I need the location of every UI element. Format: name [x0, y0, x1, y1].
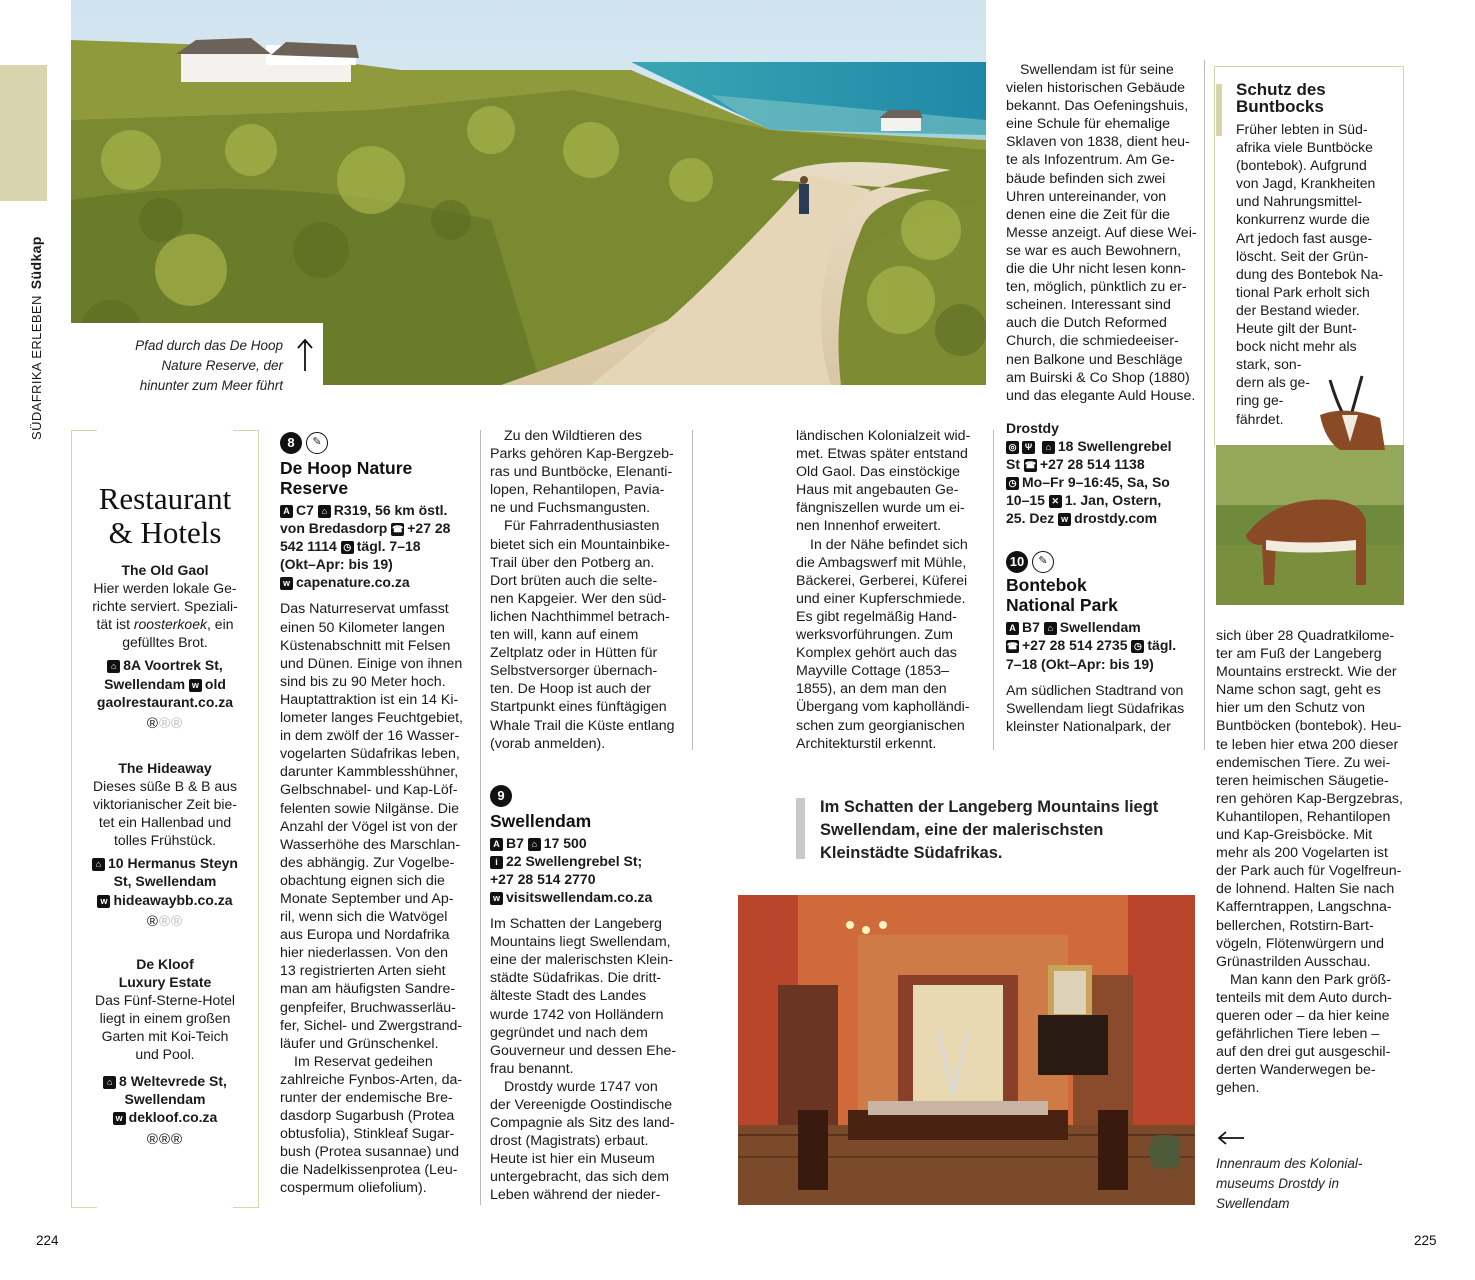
text-line: Zu den Wildtieren des [504, 428, 643, 444]
text-line: Heute ist hier ein Museum [490, 1151, 655, 1168]
text-line: (vorab anmelden). [490, 735, 606, 752]
text-line: man am häufigsten Sandre- [280, 981, 456, 998]
text-line: auf den drei gut ausgeschil- [1216, 1044, 1391, 1061]
title-line: Restaurant [98, 481, 232, 516]
dehoop-info: A C7 ⌂ R319, 56 km östl. von Bredasdorp ☎ +27 28 542 1114 ◷ tägl. 7–18 (Okt–Apr: bis 19) w capenature.co.za [280, 501, 470, 591]
text-line: Leben während der nieder- [490, 1187, 661, 1204]
entry-em: roosterkoek [133, 616, 208, 633]
text-line: zahlreiche Fynbos-Arten, da- [280, 1071, 463, 1088]
text-line: sich über 28 Quadratkilome- [1216, 628, 1395, 644]
text-line: ril, wenn sich die Watvögel [280, 909, 448, 926]
text-line: Parks gehören Kap-Bergzeb- [490, 446, 674, 463]
arrow-left-icon [1216, 1130, 1246, 1146]
restaurant-entry [82, 759, 248, 931]
text-line: und Kap-Greisböcke. Mit [1216, 827, 1373, 844]
clock-icon: ◷ [1131, 640, 1144, 653]
text-line: Übergang vom kapholländi- [796, 699, 970, 716]
home-icon: ⌂ [1044, 622, 1057, 635]
text-line: Startpunkt eines fünftägigen [490, 699, 667, 716]
text-line: wurde 1742 von Holländern [490, 1006, 664, 1023]
column-two [490, 427, 680, 1205]
home-icon: ⌂ [107, 660, 120, 673]
text-line: Architekturstil erkennt. [796, 735, 937, 752]
info-line: 7–18 (Okt–Apr: bis 19) [1006, 655, 1154, 672]
info-icon: i [490, 856, 503, 869]
dehoop-web[interactable]: capenature.co.za [296, 574, 410, 591]
text-line: und Nahrungsmittel- [1236, 193, 1363, 210]
text-line: ring ge- [1236, 392, 1284, 409]
title-line: Schutz des [1236, 80, 1326, 99]
entry-name: The Old Gaol [121, 562, 209, 578]
text-line: ter am Fuß der Langeberg [1216, 646, 1382, 663]
text-line: werksvorführungen. Zum [796, 627, 953, 644]
bontebok-cont [1216, 627, 1408, 971]
text-line: Man kann den Park größ- [1230, 971, 1391, 988]
text-line: stark, son- [1236, 356, 1302, 373]
text-line: (bontebok). Aufgrund [1236, 157, 1367, 174]
interior-caption [1216, 1154, 1386, 1214]
text-line: Hauptattraktion ist ein 14 Ki- [280, 691, 459, 708]
population-icon: ⌂ [528, 838, 541, 851]
entry-address: ⌂ 10 Hermanus Steyn St, Swellendam w hideawaybb.co.za [82, 854, 248, 908]
arrow-up-icon [295, 337, 315, 373]
text-line: am Buirski & Co Shop (1880) [1006, 369, 1190, 386]
swellendam-right [1006, 61, 1198, 405]
text-line: Sklaven von 1838, dient heu- [1006, 134, 1190, 151]
text-line: Wasserhöhe des Marschlan- [280, 836, 461, 853]
text-line: lometer langes Feuchtgebiet, [280, 710, 463, 727]
text-line: dung des Bontebok Na- [1236, 265, 1384, 282]
text-line: schen zum georgianischen [796, 717, 965, 734]
restaurants-title [82, 482, 248, 550]
swellendam-web[interactable]: visitswellendam.co.za [506, 888, 653, 905]
section-label [28, 210, 48, 440]
text-line: ten will, kann auf einem [490, 627, 639, 644]
text-line: ten. De Hoop ist auch der [490, 681, 651, 698]
entry-desc: Das Fünf-Sterne-Hotel liegt in einem großen Garten mit Koi-Teich und Pool. [94, 991, 236, 1063]
text-line: nen Kapgeier. Wer den süd- [490, 590, 667, 607]
text-line: de lohnend. Halten Sie nach [1216, 881, 1395, 898]
text-line: cospermum oliefolium). [280, 1180, 427, 1197]
text-line: des abhängig. Zur Vogelbe- [280, 854, 455, 871]
home-icon: ⌂ [1042, 441, 1055, 454]
text-line: und einer Kupferschmiede. [796, 590, 966, 607]
text-line: löscht. Seit der Grün- [1236, 247, 1369, 264]
sidebar-title [1236, 81, 1386, 115]
text-line: bellerchen, Rotstirn-Bart- [1216, 917, 1374, 934]
phone-icon: ☎ [1006, 641, 1019, 652]
column-dehoop [280, 432, 470, 1198]
text-line: Das Naturreservat umfasst [280, 601, 449, 618]
text-line: Church, die schmiedeeiser- [1006, 333, 1179, 350]
text-line: gehen. [1216, 1080, 1260, 1097]
info-line: (Okt–Apr: bis 19) [280, 556, 393, 573]
text-line: vögeln, Flötenwürgern und [1216, 935, 1384, 952]
text-line: sind bis zu 90 Meter hoch. [280, 673, 446, 690]
text-line: städte Südafrikas. Die dritt- [490, 970, 662, 987]
text-line: aus Europa und Nordafrika [280, 927, 450, 944]
text-line: obtusfolia), Stinkleaf Sugar- [280, 1126, 455, 1143]
text-line: der Vereenigde Oostindische [490, 1097, 673, 1113]
text-line: Buntböcken (bontebok). Heu- [1216, 718, 1402, 735]
text-line: fängniszellen wurde um ei- [796, 500, 965, 517]
bontebok-cont2 [1216, 971, 1408, 1098]
bontebok-info: A B7 ⌂ Swellendam ☎ +27 28 514 2735 ◷ tägl. 7–18 (Okt–Apr: bis 19) [1006, 618, 1198, 672]
text-line: genpfeifer, Bruchwasserläu- [280, 999, 456, 1016]
phone-icon: ☎ [1024, 459, 1036, 470]
text-line: se war es auch Bewohnern, [1006, 242, 1182, 259]
text-line: der Park auch für Vogelfreun- [1216, 863, 1402, 880]
column-rule [692, 430, 693, 750]
swellendam-body4 [796, 536, 986, 753]
text-line: untergebracht, das sich dem [490, 1169, 670, 1186]
ticket-icon: ✎ [306, 432, 328, 454]
text-line: von Jagd, Krankheiten [1236, 175, 1376, 192]
text-line: bekannt. Das Oefeningshuis, [1006, 98, 1189, 115]
section-name: SÜDAFRIKA ERLEBEN [29, 295, 44, 440]
map-icon: A [1006, 622, 1019, 635]
bontebok-badges [1006, 551, 1198, 573]
page-number-left: 224 [36, 1233, 59, 1248]
text-line: hier niederlassen. Von den [280, 945, 449, 962]
food-icon: Ψ [1022, 441, 1035, 454]
home-icon: ⌂ [103, 1076, 116, 1089]
text-line: afrika viele Buntböcke [1236, 139, 1373, 156]
home-icon: ⌂ [318, 505, 331, 518]
text-line: Kafferntrappen, Langschna- [1216, 899, 1392, 916]
text-line: Art jedoch fast ausge- [1236, 229, 1373, 246]
swellendam-title: Swellendam [490, 810, 592, 831]
title-line: Buntbocks [1236, 97, 1324, 116]
restaurants-box [82, 482, 248, 1149]
entry-desc: Dieses süße B & B aus viktorianischer Zeit bie- tet ein Hallenbad und tolles Frühstück. [93, 777, 237, 849]
text-line: auch die Dutch Reformed [1006, 315, 1167, 332]
dehoop-badges [280, 432, 470, 454]
text-line: ras und Buntböcke, Elenanti- [490, 464, 673, 481]
swellendam-body [490, 915, 680, 1078]
entry-address: ⌂ 8A Voortrek St, Swellendam w old gaolrestaurant.co.za [96, 657, 234, 710]
text-line: nen Balkone und Beschläge [1006, 351, 1183, 368]
text-line: Swellendam ist für seine [1020, 62, 1174, 78]
number-badge: 8 [280, 432, 302, 454]
text-line: ländischen Kolonialzeit wid- [796, 428, 971, 444]
text-line: ren gehören Kap-Bergzebras, [1216, 790, 1403, 807]
text-line: Whale Trail die Küste entlang [490, 717, 675, 734]
map-icon: A [490, 838, 503, 851]
text-line: Es gibt regelmäßig Hand- [796, 608, 957, 625]
caption-line: Nature Reserve, der [161, 358, 283, 373]
text-line: Mountains erstreckt. Wie der [1216, 664, 1397, 681]
home-icon: ⌂ [92, 858, 105, 871]
text-line: obachtung eignen sich die [280, 872, 445, 889]
column-far-right [1216, 627, 1408, 1097]
text-line: fährdet. [1236, 410, 1284, 427]
map-icon: A [280, 505, 293, 518]
bontebok-photo [1216, 445, 1404, 605]
web-icon: w [189, 679, 202, 692]
page-number-right: 225 [1414, 1233, 1437, 1248]
dehoop-body2b [490, 517, 680, 752]
text-line: Bäckerei, Gerberei, Küferei [796, 572, 968, 589]
museum-icon: ◎ [1006, 441, 1019, 454]
restaurant-entry [82, 955, 248, 1149]
text-line: drost (Magistrats) erbaut. [490, 1133, 649, 1150]
swellendam-body3 [796, 427, 986, 536]
text-line: Uhren untereinander, von [1006, 188, 1167, 205]
info-line: +27 28 514 2770 [490, 870, 596, 887]
caption-line: Swellendam [1216, 1196, 1290, 1211]
info-line: 22 Swellengrebel St; [506, 852, 643, 869]
hero-caption [71, 323, 323, 393]
bontebok-title [1006, 575, 1198, 615]
caption-line: museums Drostdy in [1216, 1176, 1340, 1191]
text-line: 1855), an dem man den [796, 681, 947, 698]
text-line: bock nicht mehr als [1236, 338, 1357, 355]
entry-address: ⌂ 8 Weltevrede St, Swellendam w dekloof.co.za [82, 1072, 248, 1126]
text-line: queren oder – da hier keine [1216, 1007, 1390, 1024]
text-line: Grünastrilden Ausschau. [1216, 953, 1371, 970]
title-line: Bontebok [1006, 575, 1087, 596]
entry-web[interactable]: dekloof.co.za [128, 1109, 218, 1126]
web-icon: w [280, 577, 293, 590]
text-line: läufer und Grünschenkel. [280, 1035, 439, 1052]
entry-desc: Hier werden lokale Ge- richte serviert. Speziali- tät ist roosterkoek, ein gefülltes Brot. [92, 580, 238, 651]
closed-icon: ✕ [1049, 495, 1062, 508]
clock-icon: ◷ [341, 541, 354, 554]
text-line: gegründet und nach dem [490, 1024, 648, 1041]
text-line: denen eine die Zeit für die [1006, 206, 1171, 223]
text-line: lichen Nachthimmel betrach- [490, 608, 670, 625]
text-line: Name schon sagt, geht es [1216, 682, 1381, 699]
dehoop-body2 [490, 427, 680, 517]
text-line: Mayville Cottage (1853– [796, 663, 949, 680]
caption-line: Pfad durch das De Hoop [135, 338, 283, 353]
text-line: bush (Protea susannae) und [280, 1144, 460, 1161]
text-line: tenteils mit dem Auto durch- [1216, 989, 1392, 1006]
text-line: Küstenabschnitt mit Felsen [280, 637, 451, 654]
text-line: Messe anzeigt. Auf diese Wei- [1006, 224, 1197, 241]
bontebok-body [1006, 682, 1198, 736]
text-line: 13 registrierten Arten sieht [280, 963, 446, 980]
text-line: Im Reservat gedeihen [294, 1053, 433, 1070]
price-level: ®®® [146, 912, 184, 930]
title-line: & Hotels [108, 515, 222, 550]
text-line: hier um den Schutz von [1216, 700, 1366, 717]
region-name: Südkap [28, 236, 44, 290]
restaurant-entry [82, 561, 248, 733]
entry-web[interactable]: hideawaybb.co.za [113, 891, 233, 908]
text-line: Selbstversorger übernach- [490, 663, 658, 680]
text-line: die Nadelkissenprotea (Leu- [280, 1162, 458, 1179]
text-line: frau benannt. [490, 1060, 574, 1077]
text-line: Zeltplatz oder in Hütten für [490, 645, 658, 662]
column-right [1006, 61, 1198, 736]
text-line: dern als ge- [1236, 374, 1310, 391]
web-icon: w [1058, 513, 1071, 526]
caption-line: Innenraum des Kolonial- [1216, 1156, 1363, 1171]
text-line: und Dünen. Einige von ihnen [280, 655, 463, 672]
text-line: teren heimischen Säugetie- [1216, 772, 1389, 789]
text-line: Old Gaol. Das einstöckige [796, 464, 961, 481]
entry-name: De Kloof Luxury Estate [118, 955, 212, 990]
text-line: konkurrenz wurde die [1236, 211, 1370, 228]
text-line: bietet sich ein Mountainbike- [490, 536, 670, 553]
text-line: Anzahl der Vögel ist von der [280, 818, 458, 835]
ticket-icon: ✎ [1032, 551, 1054, 573]
entry-name: The Hideaway [118, 759, 212, 776]
text-line: Heute gilt der Bunt- [1236, 320, 1357, 337]
text-line: eine der malerischsten Klein- [490, 952, 673, 969]
interior-photo [738, 895, 1195, 1205]
text-line: in dem zwölf der 16 Wasser- [280, 728, 460, 745]
text-line: Trail über den Potberg an. [490, 554, 655, 571]
text-line: älteste Stadt des Landes [490, 988, 647, 1005]
text-line: dasdorp Sugarbush (Protea [280, 1108, 455, 1125]
dehoop-body-b [280, 1053, 470, 1198]
text-line: In der Nähe befindet sich [810, 536, 968, 553]
text-line: Haus mit angebauten Ge- [796, 482, 959, 499]
bontebok-head-image [1300, 370, 1405, 450]
text-line: einen 50 Kilometer langen [280, 619, 445, 636]
column-three [796, 427, 986, 753]
price-level: ®®® [146, 1130, 184, 1148]
column-rule [480, 430, 481, 1205]
phone-icon: ☎ [392, 524, 404, 535]
sidebar-accent [1216, 84, 1222, 136]
text-line: runter der endemische Bre- [280, 1090, 453, 1106]
dehoop-body [280, 600, 470, 1052]
text-line: Dort brüten auch die selte- [490, 572, 658, 589]
text-line: ten, möglich, pünktlich zu er- [1006, 279, 1187, 296]
text-line: ne und Fuchsmangusten. [490, 500, 651, 517]
text-line: Komplex gehört auch das [796, 645, 957, 662]
text-line: Mountains liegt Swellendam, [490, 934, 671, 951]
text-line: lopen, Rehantilopen, Paviа- [490, 482, 665, 499]
text-line: Gelbschnabel- und Kap-Löf- [280, 782, 458, 799]
drostdy-block: Drostdy ◎ Ψ ⌂ 18 Swellengrebel St ☎ +27 28 514 1138 ◷ Mo–Fr 9–16:45, Sa, So 10–15 ✕ 1. Jan, Ostern, 25. Dez w drostdy.com [1006, 419, 1198, 528]
web-icon: w [113, 1112, 126, 1125]
text-line: tional Park erholt sich [1236, 283, 1370, 300]
text-line: mehr als 200 Vogelarten ist [1216, 845, 1388, 862]
number-badge: 9 [490, 785, 512, 807]
clock-icon: ◷ [1006, 477, 1019, 490]
text-line: eine Schule für ehemalige [1006, 116, 1171, 133]
text-line: te leben hier etwa 200 dieser [1216, 736, 1399, 753]
text-line: Monate September und Ap- [280, 890, 454, 907]
web-icon: w [490, 892, 503, 905]
drostdy-web[interactable]: drostdy.com [1074, 510, 1158, 527]
text-line: gefährlichen Tiere leben – [1216, 1026, 1380, 1043]
text-line: Für Fahrradenthusiasten [504, 518, 660, 535]
title-line: National Park [1006, 595, 1118, 616]
text-line: vogelarten Südafrikas leben, [280, 746, 460, 763]
drostdy-title: Drostdy [1006, 419, 1059, 436]
web-icon: w [97, 895, 110, 908]
column-rule [993, 430, 994, 750]
text-line: endemischen Tiere. Zu wei- [1216, 754, 1391, 771]
text-line: fer, Sichel- und Zwergstrand- [280, 1017, 463, 1034]
text-line: Drostdy wurde 1747 von [504, 1078, 658, 1095]
pull-quote: Im Schatten der Langeberg Mountains liegt Swellendam, eine der malerischsten Kleinstädte Südafrikas. [820, 798, 1159, 862]
text-line: der Bestand wieder. [1236, 301, 1360, 318]
text-line: Gouverneur und dessen Ehe- [490, 1042, 677, 1059]
number-badge: 10 [1006, 551, 1028, 573]
text-line: Früher lebten in Süd- [1236, 121, 1368, 137]
text-line: darunter Kammblesshühner, [280, 764, 459, 781]
text-line: Am südlichen Stadtrand von [1006, 682, 1184, 699]
text-line: Compagnie als Sitz des land- [490, 1115, 675, 1132]
caption-line: hinunter zum Meer führt [139, 378, 283, 393]
text-line: Kuhantilopen, Rehantilopen [1216, 808, 1391, 825]
swellendam-badges [490, 785, 680, 807]
text-line: die die Uhr nicht lesen konn- [1006, 261, 1186, 278]
text-line: Im Schatten der Langeberg [490, 916, 662, 933]
text-line: derten Wanderwegen be- [1216, 1062, 1376, 1079]
text-line: bäude befinden sich zwei [1006, 170, 1166, 187]
text-line: met. Etwas später entstand [796, 446, 968, 463]
dehoop-title: De Hoop Nature Reserve [280, 458, 413, 498]
text-line: te als Infozentrum. Am Ge- [1006, 152, 1175, 169]
text-line: kleinster Nationalpark, der [1006, 718, 1171, 735]
text-line: die Ambagswerf mit Mühle, [796, 554, 967, 571]
text-line: Swellendam liegt Südafrikas [1006, 700, 1185, 717]
text-line: vielen historischen Gebäude [1006, 80, 1186, 97]
chapter-tab [0, 65, 47, 201]
swellendam-info: A B7 ⌂ 17 500 i 22 Swellengrebel St; +27 28 514 2770 w visitswellendam.co.za [490, 834, 680, 906]
text-line: felenten sowie Nilgänse. Die [280, 800, 460, 817]
text-line: und das elegante Auld House. [1006, 387, 1196, 404]
text-line: nen Innenhof erweitert. [796, 518, 942, 535]
quote-bar [796, 798, 805, 859]
swellendam-body2 [490, 1078, 680, 1205]
info-line: Mo–Fr 9–16:45, Sa, So [1022, 474, 1170, 491]
price-level: ®®® [146, 714, 184, 732]
column-rule [1204, 60, 1205, 750]
text-line: scheinen. Interessant sind [1006, 297, 1171, 314]
